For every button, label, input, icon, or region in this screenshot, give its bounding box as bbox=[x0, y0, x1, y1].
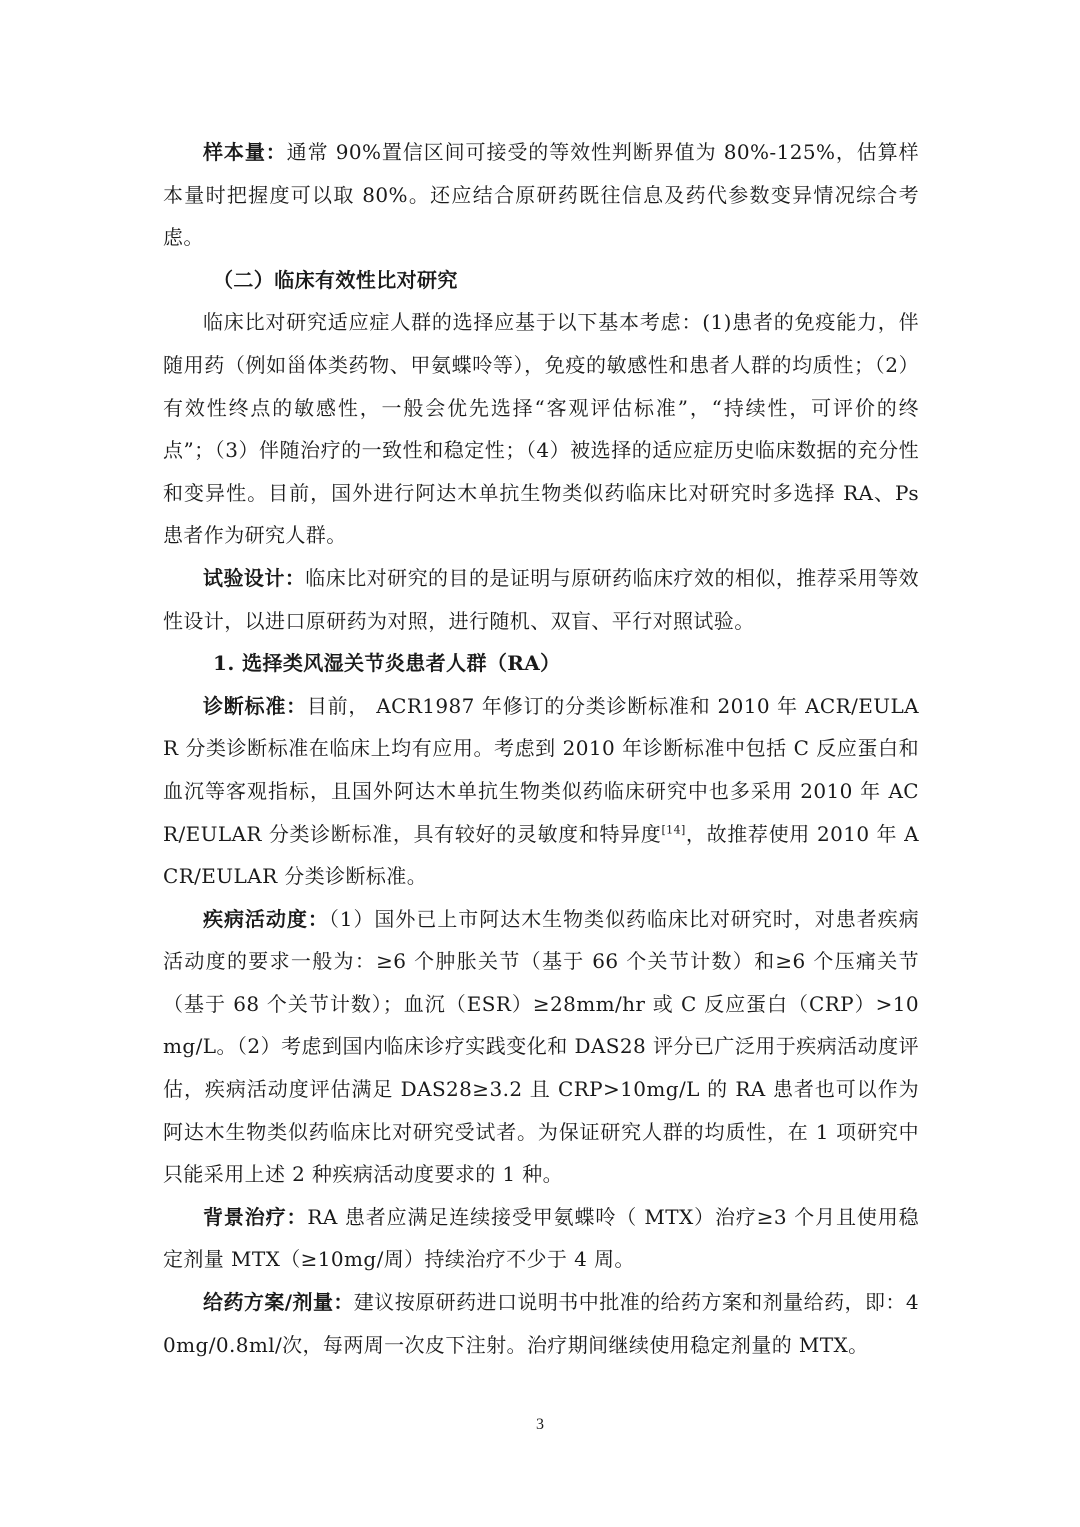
section-heading-clinical-efficacy: （二）临床有效性比对研究 bbox=[213, 267, 458, 292]
paragraph-disease-activity bbox=[163, 898, 919, 1196]
paragraph-text: 临床比对研究适应症人群的选择应基于以下基本考虑：(1)患者的免疫能力，伴随用药（例如甾体类药物、甲氨蝶呤等），免疫的敏感性和患者人群的均质性；（2）有效性终点的敏感性，一般会优先选择“客观评估标准”，“持续性，可评价的终点”；（3）伴随治疗的一致性和稳定性；（4）被选择的适应症历史临床数据的充分性和变异性。目前，国外进行阿达木单抗生物类似药临床比对研究时多选择 RA、Ps 患者作为研究人群。 bbox=[163, 310, 919, 548]
paragraph-diagnostic-criteria bbox=[163, 685, 919, 898]
paragraph-text: 通常 90%置信区间可接受的等效性判断界值为 80%-125%，估算样本量时把握度可以取 80%。还应结合原研药既往信息及药代参数变异情况综合考虑。 bbox=[163, 140, 919, 250]
paragraph-lead: 疾病活动度： bbox=[203, 906, 329, 931]
paragraph-text: 建议按原研药进口说明书中批准的给药方案和剂量给药，即：40mg/0.8ml/次，每两周一次皮下注射。治疗期间继续使用稳定剂量的 MTX。 bbox=[163, 1290, 919, 1357]
paragraph-text: （1）国外已上市阿达木生物类似药临床比对研究时，对患者疾病活动度的要求一般为：≥6 个肿胀关节（基于 66 个关节计数）和≥6 个压痛关节（基于 68 个关节计数）；血沉（ESR）≥28mm/hr 或 C 反应蛋白（CRP）>10mg/L。（2）考虑到国内临床诊疗实践变化和 DAS28 评分已广泛用于疾病活动度评估，疾病活动度评估满足 DAS28≥3.2 且 CRP>10mg/L 的 RA 患者也可以作为阿达木生物类似药临床比对研究受试者。为保证研究人群的均质性，在 1 项研究中只能采用上述 2 种疾病活动度要求的 1 种。 bbox=[163, 906, 920, 1187]
paragraph-lead: 样本量： bbox=[203, 140, 287, 164]
paragraph-lead: 诊断标准： bbox=[203, 693, 307, 718]
document-body bbox=[163, 131, 919, 1366]
citation-reference: [14] bbox=[661, 822, 686, 836]
page-number: 3 bbox=[536, 1416, 544, 1433]
paragraph-indication-selection bbox=[163, 301, 919, 557]
paragraph-lead: 给药方案/剂量： bbox=[203, 1290, 354, 1315]
paragraph-trial-design bbox=[163, 557, 919, 642]
paragraph-lead: 试验设计： bbox=[203, 565, 306, 590]
paragraph-text: 目前， ACR1987 年修订的分类诊断标准和 2010 年 ACR/EULAR 分类诊断标准在临床上均有应用。考虑到 2010 年诊断标准中包括 C 反应蛋白和血沉等客观指标，且国外阿达木单抗生物类似药临床研究中也多采用 2010 年 ACR/EULAR 分类诊断标准，具有较好的灵敏度和特异度 bbox=[163, 693, 919, 846]
paragraph-text: 临床比对研究的目的是证明与原研药临床疗效的相似，推荐采用等效性设计，以进口原研药为对照，进行随机、双盲、平行对照试验。 bbox=[163, 565, 920, 633]
paragraph-text-tail: ，故推荐使用 2010 年 ACR/EULAR 分类诊断标准。 bbox=[163, 821, 919, 889]
paragraph-lead: 背景治疗： bbox=[203, 1204, 308, 1229]
paragraph-sample-size bbox=[163, 131, 919, 259]
subsection-heading-ra: 1. 选择类风湿关节炎患者人群（RA） bbox=[213, 651, 561, 676]
paragraph-dosing-regimen bbox=[163, 1281, 919, 1366]
paragraph-text: RA 患者应满足连续接受甲氨蝶呤（ MTX）治疗≥3 个月且使用稳定剂量 MTX（≥10mg/周）持续治疗不少于 4 周。 bbox=[163, 1204, 919, 1272]
paragraph-background-therapy bbox=[163, 1196, 919, 1281]
